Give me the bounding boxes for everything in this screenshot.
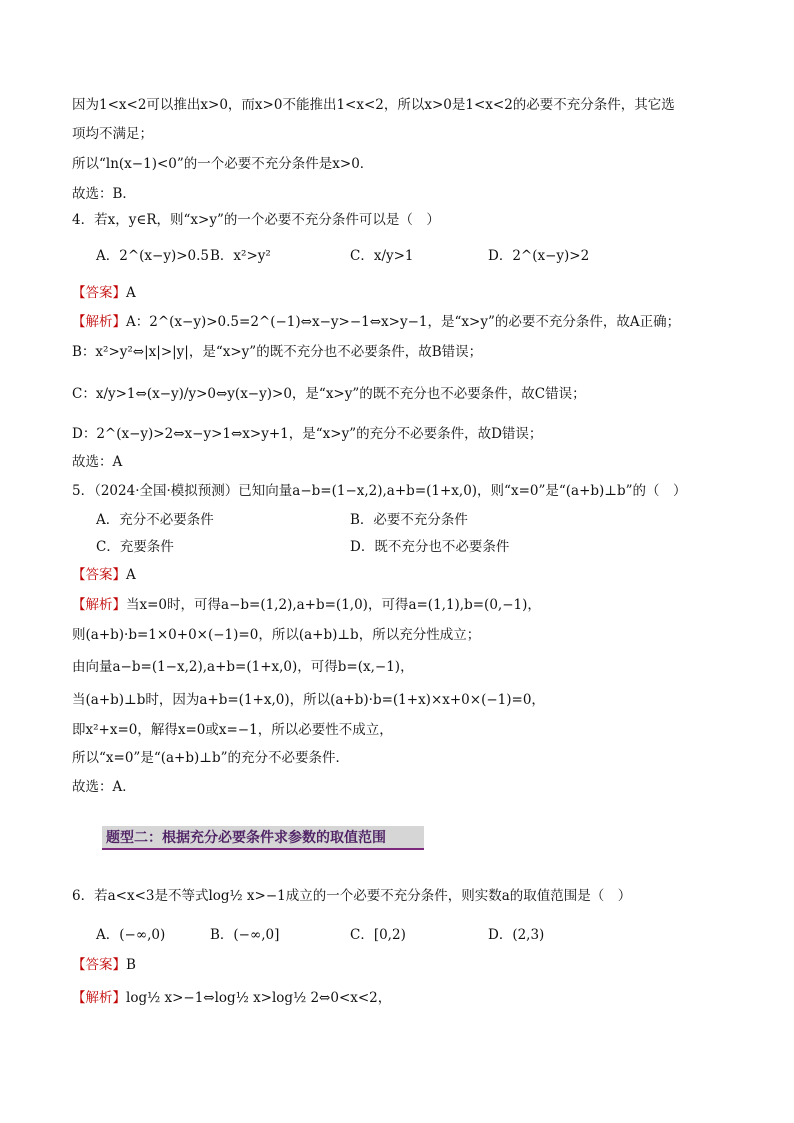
q5-option-d: D．既不充分也不必要条件 — [350, 539, 510, 555]
answer-tag: 【答案】 — [72, 957, 126, 973]
answer-value: A — [126, 567, 136, 583]
q6-stem: 6．若a<x<3是不等式log½ x>−1成立的一个必要不充分条件，则实数a的取值范围是（ ） — [72, 888, 632, 904]
q4-analysis-2: B：x²>y²⇔|x|>|y|，是“x>y”的既不充分也不必要条件，故B错误； — [72, 344, 483, 360]
q4-choice: 故选：A — [72, 454, 123, 470]
q5-analysis-1: 【解析】当x=0时，可得a−b=(1,2),a+b=(1,0)，可得a=(1,1),b=(0,−1)， — [72, 597, 541, 613]
q4-answer — [72, 283, 136, 303]
analysis-tag: 【解析】 — [72, 314, 126, 330]
q4-analysis-3: C：x/y>1⇔(x−y)/y>0⇔y(x−y)>0，是“x>y”的既不充分也不必要条件，故C错误； — [72, 386, 586, 402]
prev-solution-line-1: 因为1<x<2可以推出x>0，而x>0不能推出1<x<2，所以x>0是1<x<2的必要不充分条件，其它选 — [72, 97, 675, 113]
q5-stem: 5．（2024·全国·模拟预测）已知向量a−b=(1−x,2),a+b=(1+x,0)，则“x=0”是“(a+b)⊥b”的（ ） — [72, 483, 687, 499]
q6-analysis-1: 【解析】log½ x>−1⇔log½ x>log½ 2⇔0<x<2， — [72, 990, 392, 1006]
answer-tag: 【答案】 — [72, 567, 126, 583]
answer-value: B — [126, 957, 136, 973]
prev-solution-line-2: 项均不满足； — [72, 126, 153, 142]
prev-solution-line-3: 所以“ln(x−1)<0”的一个必要不充分条件是x>0． — [72, 156, 374, 172]
q5-analysis-2: 则(a+b)·b=1×0+0×(−1)=0，所以(a+b)⊥b，所以充分性成立； — [72, 627, 481, 643]
q4-analysis-1: 【解析】A：2^(x−y)>0.5=2^(−1)⇔x−y>−1⇔x>y−1，是“x>y”的必要不充分条件，故A正确； — [72, 314, 681, 330]
q5-option-a: A．充分不必要条件 — [96, 512, 214, 528]
q5-answer — [72, 565, 136, 585]
q6-option-b: B．(−∞,0] — [210, 927, 280, 943]
q5-analysis-4: 当(a+b)⊥b时，因为a+b=(1+x,0)，所以(a+b)·b=(1+x)×x+0×(−1)=0， — [72, 692, 545, 708]
prev-choice: 故选：B． — [72, 186, 136, 202]
q4-option-d: D．2^(x−y)>2 — [488, 248, 590, 264]
q5-option-b: B．必要不充分条件 — [350, 512, 468, 528]
q5-analysis-6: 所以“x=0”是“(a+b)⊥b”的充分不必要条件． — [72, 750, 349, 766]
q6-option-a: A．(−∞,0) — [96, 927, 166, 943]
q6-answer — [72, 955, 136, 975]
section-heading — [102, 826, 424, 850]
q5-choice: 故选：A． — [72, 779, 136, 795]
answer-value: A — [126, 285, 136, 301]
q4-analysis-4: D：2^(x−y)>2⇔x−y>1⇔x>y+1，是“x>y”的充分不必要条件，故D错误； — [72, 426, 543, 442]
q4-option-a: A．2^(x−y)>0.5 — [96, 248, 210, 264]
q5-analysis-3: 由向量a−b=(1−x,2),a+b=(1+x,0)，可得b=(x,−1)， — [72, 659, 414, 675]
q5-analysis-5: 即x²+x=0，解得x=0或x=−1，所以必要性不成立， — [72, 722, 393, 738]
analysis-tag: 【解析】 — [72, 597, 126, 613]
q4-option-b: B．x²>y² — [210, 248, 271, 264]
q4-stem: 4．若x，y∈R，则“x>y”的一个必要不充分条件可以是（ ） — [72, 212, 440, 228]
q6-option-d: D．(2,3) — [488, 927, 545, 943]
answer-tag: 【答案】 — [72, 285, 126, 301]
section-title: 题型二：根据充分必要条件求参数的取值范围 — [106, 830, 386, 846]
q6-option-c: C．[0,2) — [350, 927, 406, 943]
analysis-tag: 【解析】 — [72, 990, 126, 1006]
q4-option-c: C．x/y>1 — [350, 248, 414, 264]
q5-option-c: C．充要条件 — [96, 539, 174, 555]
